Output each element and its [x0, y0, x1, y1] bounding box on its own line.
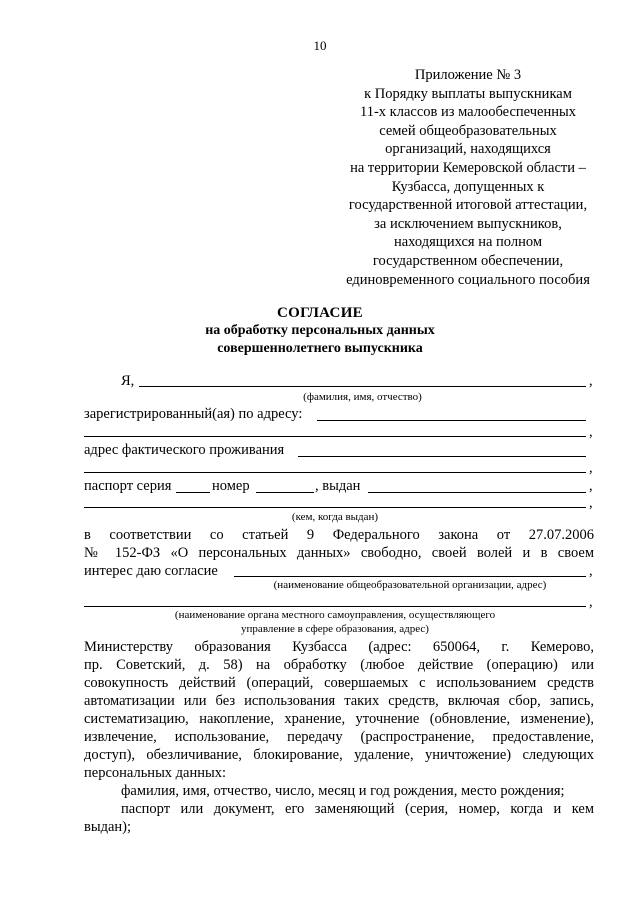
actual-address-comma: , — [589, 460, 593, 476]
actual-address-label: адрес фактического проживания — [84, 442, 285, 458]
passport-series-field[interactable] — [176, 492, 210, 493]
i-label: Я, — [121, 373, 135, 389]
consent-label: интерес даю согласие — [84, 563, 218, 579]
ministry-paragraph-line: Министерству образования Кузбасса (адрес: 650064, г. Кемерово, — [84, 639, 594, 655]
ministry-paragraph-line: доступ), обезличивание, блокирование, удаление, уничтожение) следующих — [84, 747, 594, 763]
appendix-line: семей общеобразовательных — [379, 122, 557, 139]
appendix-line: организаций, находящихся — [385, 141, 551, 158]
passport-issued-comma: , — [589, 495, 593, 511]
authority-caption-2: управление в сфере образования, адрес) — [241, 623, 429, 635]
appendix-line: к Порядку выплаты выпускникам — [364, 85, 572, 102]
registered-address-field[interactable] — [317, 420, 586, 421]
appendix-header — [330, 66, 606, 289]
issued-caption: (кем, когда выдан) — [291, 511, 379, 523]
registered-address-comma: , — [589, 424, 593, 440]
document-title — [0, 304, 640, 358]
authority-caption-1: (наименование органа местного самоуправления, осуществляющего — [174, 609, 496, 621]
passport-series-label: паспорт серия — [84, 478, 172, 494]
appendix-line: на территории Кемеровской области – — [350, 159, 586, 176]
actual-address-field[interactable] — [298, 456, 586, 457]
data-item-passport-end: выдан); — [84, 819, 132, 835]
appendix-line: государственном обеспечении, — [372, 252, 564, 269]
accordance-line: № 152-ФЗ «О персональных данных» свободно, своей волей и в своем — [84, 545, 594, 561]
registered-address-field-2[interactable] — [84, 436, 586, 437]
ministry-paragraph-line: персональных данных: — [84, 765, 227, 781]
ministry-paragraph-line: автоматизации или без использования таких средств, включая сбор, запись, — [84, 693, 594, 709]
fio-field[interactable] — [139, 386, 586, 387]
ministry-paragraph-line: систематизацию, накопление, хранение, уточнение (обновление, изменение), — [84, 711, 594, 727]
authority-field[interactable] — [84, 606, 586, 607]
title-sub-1: на обработку персональных данных — [205, 323, 435, 338]
passport-comma: , — [589, 478, 593, 494]
actual-address-field-2[interactable] — [84, 472, 586, 473]
ministry-paragraph-line: извлечение, использование, передачу (распространение, предоставление, — [84, 729, 594, 745]
organization-caption: (наименование общеобразовательной организации, адрес) — [273, 579, 547, 591]
organization-comma: , — [589, 563, 593, 579]
appendix-line: 11-х классов из малообеспеченных — [360, 104, 576, 121]
passport-issued-label: , выдан — [315, 478, 361, 494]
ministry-paragraph-line: совокупность действий (операций, совершаемых с использованием средств — [84, 675, 594, 691]
appendix-line: находящихся на полном — [393, 234, 543, 251]
appendix-line: Приложение № 3 — [414, 67, 522, 83]
data-item-fio-birth: фамилия, имя, отчество, число, месяц и год рождения, место рождения; — [121, 783, 565, 799]
passport-number-label: номер — [212, 478, 250, 494]
passport-issued-field-2[interactable] — [84, 507, 586, 508]
passport-number-field[interactable] — [256, 492, 314, 493]
passport-issued-field[interactable] — [368, 492, 586, 493]
appendix-line: Кузбасса, допущенных к — [391, 178, 545, 195]
data-item-passport: паспорт или документ, его заменяющий (серия, номер, когда и кем — [121, 801, 594, 817]
fio-caption: (фамилия, имя, отчество) — [303, 391, 422, 403]
page-number: 10 — [313, 38, 327, 53]
title-sub-2: совершеннолетнего выпускника — [217, 341, 423, 356]
accordance-line: в соответствии со статьей 9 Федерального закона от 27.07.2006 — [84, 527, 594, 543]
appendix-line: государственной итоговой аттестации, — [348, 197, 588, 214]
authority-comma: , — [589, 594, 593, 610]
appendix-line: за исключением выпускников, — [374, 215, 562, 232]
fio-comma: , — [589, 373, 593, 389]
organization-field[interactable] — [234, 576, 586, 577]
ministry-paragraph-line: пр. Советский, д. 58) на обработку (любое действие (операцию) или — [84, 657, 594, 673]
registered-address-label: зарегистрированный(ая) по адресу: — [84, 406, 303, 422]
appendix-line: единовременного социального пособия — [346, 271, 590, 288]
title-main: СОГЛАСИЕ — [277, 305, 363, 321]
